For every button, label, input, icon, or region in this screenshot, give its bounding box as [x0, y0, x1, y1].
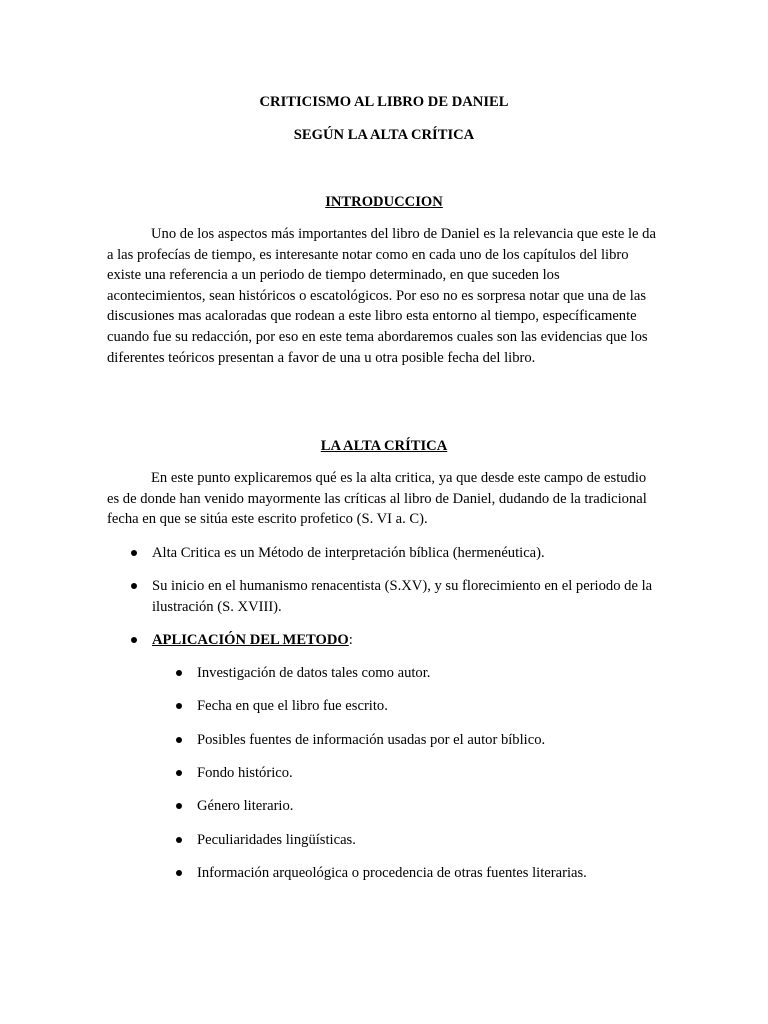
document-title: CRITICISMO AL LIBRO DE DANIEL [259, 94, 509, 110]
list-item-text: Posibles fuentes de información usadas por el autor bíblico. [197, 732, 546, 748]
method-list [0, 763, 768, 784]
list-item [0, 763, 768, 784]
list-item [0, 696, 768, 717]
bullet-list [0, 576, 768, 617]
bullet-icon [176, 670, 182, 676]
bullet-icon [176, 703, 182, 709]
bullet-icon [176, 737, 182, 743]
list-item-text: Alta Critica es un Método de interpretación bíblica (hermenéutica). [152, 545, 545, 561]
intro-heading: INTRODUCCION [325, 194, 443, 210]
list-item [0, 630, 768, 651]
bullet-icon [176, 803, 182, 809]
method-list [0, 663, 768, 684]
method-list [0, 730, 768, 751]
list-item [0, 543, 768, 564]
alta-critica-heading: LA ALTA CRÍTICA [320, 438, 448, 454]
document-subtitle: SEGÚN LA ALTA CRÍTICA [293, 127, 475, 143]
list-item-text: Género literario. [197, 798, 294, 814]
bullet-icon [131, 583, 137, 589]
list-item-text: Fondo histórico. [197, 765, 293, 781]
method-list [0, 696, 768, 717]
bullet-icon [176, 770, 182, 776]
method-label: APLICACIÓN DEL METODO [152, 632, 349, 648]
alta-critica-paragraph: En este punto explicaremos qué es la alta critica, ya que desde este campo de estudio es de donde han venido mayormente las críticas al libro de Daniel, dudando de la tradicional fecha en que se sitúa este escrito profetico (S. VI a. C). [107, 470, 647, 528]
list-item-text: Información arqueológica o procedencia de otras fuentes literarias. [197, 865, 587, 881]
bullet-icon [131, 550, 137, 556]
list-item [0, 863, 768, 884]
list-item-text: Investigación de datos tales como autor. [197, 665, 431, 681]
list-item-text: Su inicio en el humanismo renacentista (S.XV), y su florecimiento en el periodo de la ilustración (S. XVIII). [152, 578, 653, 615]
list-item [0, 796, 768, 817]
method-list [0, 830, 768, 851]
bullet-icon [176, 870, 182, 876]
list-item [0, 830, 768, 851]
list-item-text: Peculiaridades lingüísticas. [197, 832, 356, 848]
bullet-list [0, 543, 768, 564]
bullet-icon [131, 637, 137, 643]
list-item [0, 730, 768, 751]
list-item-text: Fecha en que el libro fue escrito. [197, 698, 388, 714]
list-item [0, 663, 768, 684]
intro-paragraph: Uno de los aspectos más importantes del libro de Daniel es la relevancia que este le da a las profecías de tiempo, es interesante notar como en cada uno de los capítulos del libro existe una referencia a un periodo de tiempo determinado, en que suceden los acontecimientos, sean históricos o escatológicos. Por eso no es sorpresa notar que una de las discusiones mas acaloradas que rodean a este libro esta entorno al tiempo, específicamente cuando fue su redacción, por eso en este tema abordaremos cuales son las evidencias que los diferentes teóricos presentan a favor de una u otra posible fecha del libro. [107, 226, 656, 366]
method-list [0, 796, 768, 817]
list-item [0, 576, 768, 617]
method-list [0, 863, 768, 884]
bullet-icon [176, 837, 182, 843]
method-colon: : [348, 632, 353, 648]
bullet-list [0, 630, 768, 651]
